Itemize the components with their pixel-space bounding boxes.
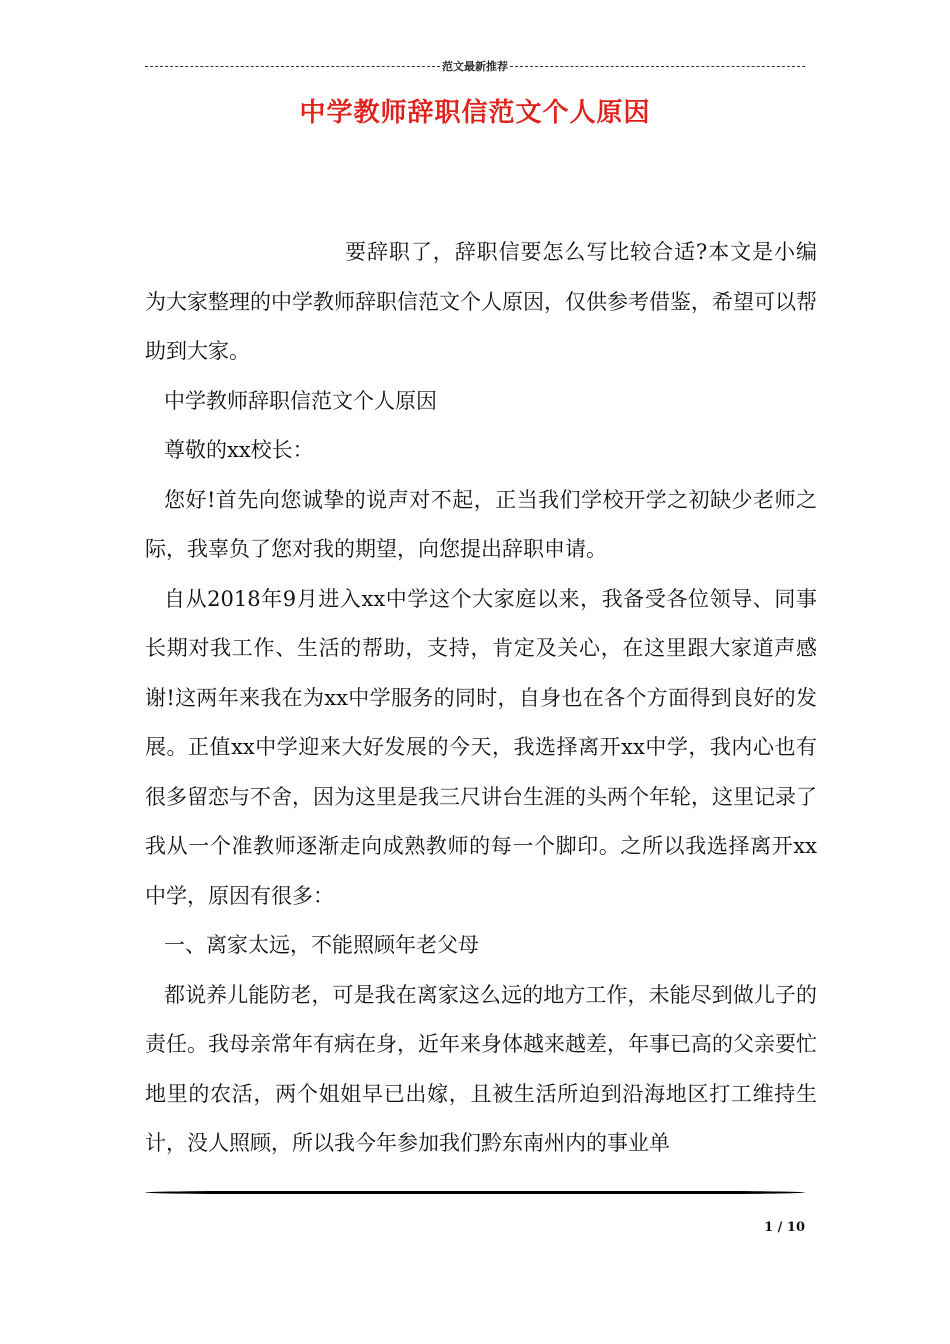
- letter-heading: 中学教师辞职信范文个人原因: [164, 388, 437, 413]
- header-dash-left: [145, 66, 440, 67]
- body-paragraph: 您好!首先向您诚挚的说声对不起，正当我们学校开学之初缺少老师之际，我辜负了您对我的期望，向您提出辞职申请。: [145, 487, 817, 561]
- header-dash-right: [510, 66, 805, 67]
- page-header: [145, 58, 805, 74]
- document-title: 中学教师辞职信范文个人原因: [299, 98, 651, 128]
- section-heading: 一、离家太远，不能照顾年老父母: [164, 933, 479, 957]
- page-number: 1 / 10: [764, 1220, 805, 1235]
- salutation: 尊敬的xx校长：: [164, 438, 314, 462]
- body-paragraph: 自从2018年9月进入xx中学这个大家庭以来，我备受各位领导、同事长期对我工作、生活的帮助，支持，肯定及关心，在这里跟大家道声感谢!这两年来我在为xx中学服务的同时，自身也在各个方面得到良好的发展。正值xx中学迎来大好发展的今天，我选择离开xx中学，我内心也有很多留恋与不舍，因为这里是我三尺讲台生涯的头两个年轮，这里记录了我从一个准教师逐渐走向成熟教师的每一个脚印。之所以我选择离开xx中学，原因有很多：: [145, 586, 817, 908]
- footer-divider: [145, 1190, 805, 1195]
- header-label: 范文最新推荐: [442, 60, 508, 73]
- intro-paragraph: 要辞职了，辞职信要怎么写比较合适?本文是小编为大家整理的中学教师辞职信范文个人原因，仅供参考借鉴，希望可以帮助到大家。: [145, 240, 817, 363]
- document-body: [145, 228, 817, 1169]
- body-paragraph: 都说养儿能防老，可是我在离家这么远的地方工作，未能尽到做儿子的责任。我母亲常年有病在身，近年来身体越来越差，年事已高的父亲要忙地里的农活，两个姐姐早已出嫁，且被生活所迫到沿海地区打工维持生计，没人照顾，所以我今年参加我们黔东南州内的事业单: [145, 982, 817, 1155]
